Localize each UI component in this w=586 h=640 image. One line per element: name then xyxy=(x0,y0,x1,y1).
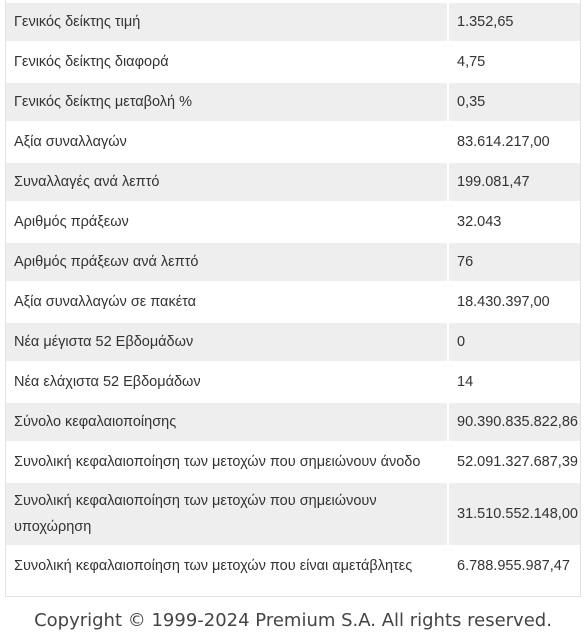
table-row xyxy=(6,201,580,241)
table-row xyxy=(6,0,580,41)
row-label: Συναλλαγές ανά λεπτό xyxy=(6,161,449,201)
row-value: 32.043 xyxy=(449,201,580,241)
table-row xyxy=(6,81,580,121)
table-row xyxy=(6,321,580,361)
row-value: 18.430.397,00 xyxy=(449,281,580,321)
row-label: Νέα μέγιστα 52 Εβδομάδων xyxy=(6,321,449,361)
row-label: Αξία συναλλαγών xyxy=(6,121,449,161)
table-row xyxy=(6,281,580,321)
market-stats-table xyxy=(6,0,580,585)
row-label: Αξία συναλλαγών σε πακέτα xyxy=(6,281,449,321)
row-value: 6.788.955.987,47 xyxy=(449,545,580,585)
row-value: 0,35 xyxy=(449,81,580,121)
row-label: Συνολική κεφαλαιοποίηση των μετοχών που σημειώνουν άνοδο xyxy=(6,441,449,481)
copyright-footer: Copyright © 1999-2024 Premium S.A. All rights reserved. xyxy=(34,610,552,631)
table-row xyxy=(6,121,580,161)
table-row xyxy=(6,401,580,441)
table-row xyxy=(6,241,580,281)
row-label: Γενικός δείκτης τιμή xyxy=(6,0,449,41)
row-value: 199.081,47 xyxy=(449,161,580,201)
row-value: 76 xyxy=(449,241,580,281)
row-label: Γενικός δείκτης διαφορά xyxy=(6,41,449,81)
row-value: 90.390.835.822,86 xyxy=(449,401,580,441)
row-label: Αριθμός πράξεων xyxy=(6,201,449,241)
row-label: Σύνολο κεφαλαιοποίησης xyxy=(6,401,449,441)
row-value: 83.614.217,00 xyxy=(449,121,580,161)
market-stats-panel xyxy=(5,0,581,597)
table-row xyxy=(6,441,580,481)
row-label: Νέα ελάχιστα 52 Εβδομάδων xyxy=(6,361,449,401)
row-label: Γενικός δείκτης μεταβολή % xyxy=(6,81,449,121)
row-value: 14 xyxy=(449,361,580,401)
table-row xyxy=(6,41,580,81)
row-label: Συνολική κεφαλαιοποίηση των μετοχών που σημειώνουν υποχώρηση xyxy=(6,481,449,545)
row-value: 0 xyxy=(449,321,580,361)
row-value: 1.352,65 xyxy=(449,0,580,41)
row-value: 31.510.552.148,00 xyxy=(449,481,580,545)
table-row xyxy=(6,481,580,545)
row-label: Αριθμός πράξεων ανά λεπτό xyxy=(6,241,449,281)
table-row xyxy=(6,545,580,585)
row-label: Συνολική κεφαλαιοποίηση των μετοχών που είναι αμετάβλητες xyxy=(6,545,449,585)
row-value: 4,75 xyxy=(449,41,580,81)
row-value: 52.091.327.687,39 xyxy=(449,441,580,481)
table-row xyxy=(6,161,580,201)
table-row xyxy=(6,361,580,401)
